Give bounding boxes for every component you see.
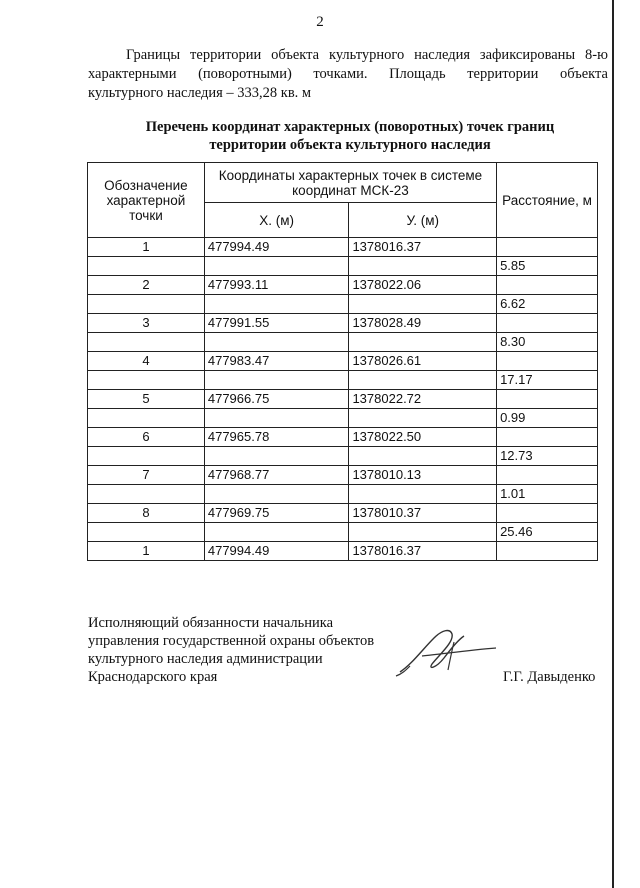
word: наследия <box>414 47 471 63</box>
point-row <box>88 390 598 409</box>
cell-x <box>204 523 349 542</box>
footer-position <box>88 614 374 686</box>
cell-y: 1378022.72 <box>349 390 497 409</box>
word: территории <box>467 66 539 82</box>
cell-point: 6 <box>88 428 205 447</box>
cell-x: 477969.75 <box>204 504 349 523</box>
page-edge-rule <box>612 0 614 888</box>
cell-dist: 17.17 <box>497 371 598 390</box>
cell-dist: 1.01 <box>497 485 598 504</box>
point-row <box>88 466 598 485</box>
cell-y <box>349 295 497 314</box>
cell-x <box>204 371 349 390</box>
intro-line-3: культурного наследия – 333,28 кв. м <box>88 85 312 101</box>
footer-line-3: культурного наследия администрации <box>88 651 323 667</box>
cell-point: 2 <box>88 276 205 295</box>
handwritten-signature-icon <box>392 620 502 680</box>
cell-dist: 6.62 <box>497 295 598 314</box>
cell-x: 477965.78 <box>204 428 349 447</box>
cell-x: 477983.47 <box>204 352 349 371</box>
cell-point <box>88 333 205 352</box>
cell-point: 3 <box>88 314 205 333</box>
cell-point: 8 <box>88 504 205 523</box>
cell-x: 477994.49 <box>204 542 349 561</box>
cell-dist <box>497 352 598 371</box>
cell-point: 1 <box>88 238 205 257</box>
cell-dist <box>497 428 598 447</box>
cell-point <box>88 295 205 314</box>
cell-point <box>88 485 205 504</box>
cell-dist: 5.85 <box>497 257 598 276</box>
table-heading <box>90 118 610 154</box>
cell-x <box>204 257 349 276</box>
cell-point <box>88 409 205 428</box>
cell-dist <box>497 314 598 333</box>
cell-point: 4 <box>88 352 205 371</box>
cell-y: 1378028.49 <box>349 314 497 333</box>
word: Площадь <box>389 66 446 82</box>
word: объекта <box>271 47 320 63</box>
footer-line-4: Краснодарского края <box>88 669 218 685</box>
page-number: 2 <box>316 14 324 30</box>
cell-point <box>88 447 205 466</box>
cell-y <box>349 447 497 466</box>
word: 8-ю <box>585 47 608 63</box>
cell-dist: 0.99 <box>497 409 598 428</box>
point-row <box>88 314 598 333</box>
cell-dist <box>497 466 598 485</box>
cell-dist <box>497 504 598 523</box>
cell-x <box>204 409 349 428</box>
word: культурного <box>328 47 405 63</box>
word: (поворотными) <box>198 66 292 82</box>
word: объекта <box>559 66 608 82</box>
distance-row <box>88 409 598 428</box>
cell-y: 1378022.06 <box>349 276 497 295</box>
cell-dist <box>497 542 598 561</box>
point-row <box>88 238 598 257</box>
cell-y <box>349 333 497 352</box>
cell-point: 1 <box>88 542 205 561</box>
cell-y: 1378016.37 <box>349 542 497 561</box>
cell-dist <box>497 276 598 295</box>
cell-dist: 25.46 <box>497 523 598 542</box>
coordinates-table <box>87 162 598 561</box>
point-row <box>88 276 598 295</box>
footer-line-2: управления государственной охраны объектов <box>88 633 375 649</box>
distance-row <box>88 371 598 390</box>
cell-y <box>349 371 497 390</box>
header-distance: Расстояние, м <box>497 163 598 238</box>
cell-y <box>349 485 497 504</box>
point-row <box>88 504 598 523</box>
cell-x: 477966.75 <box>204 390 349 409</box>
cell-x <box>204 295 349 314</box>
signer-name: Г.Г. Давыденко <box>503 669 596 685</box>
cell-point <box>88 371 205 390</box>
header-y: У. (м) <box>349 203 497 238</box>
cell-x <box>204 485 349 504</box>
cell-y: 1378022.50 <box>349 428 497 447</box>
cell-point: 7 <box>88 466 205 485</box>
word: зафиксированы <box>479 47 576 63</box>
point-row <box>88 352 598 371</box>
cell-x <box>204 447 349 466</box>
cell-dist <box>497 390 598 409</box>
header-coordinates: Координаты характерных точек в системе координат МСК-23 <box>204 163 496 203</box>
cell-point <box>88 523 205 542</box>
cell-y <box>349 409 497 428</box>
distance-row <box>88 447 598 466</box>
cell-y <box>349 257 497 276</box>
distance-row <box>88 485 598 504</box>
cell-point: 5 <box>88 390 205 409</box>
intro-paragraph <box>88 46 608 103</box>
distance-row <box>88 257 598 276</box>
word: точками. <box>313 66 368 82</box>
intro-line-2 <box>88 65 608 84</box>
point-row <box>88 542 598 561</box>
header-point: Обозначение характерной точки <box>88 163 205 238</box>
footer-line-1: Исполняющий обязанности начальника <box>88 615 334 631</box>
table-body <box>88 238 598 561</box>
cell-x <box>204 333 349 352</box>
word: характерными <box>88 66 177 82</box>
distance-row <box>88 295 598 314</box>
word: Границы <box>126 47 181 63</box>
word: территории <box>190 47 262 63</box>
cell-y: 1378010.37 <box>349 504 497 523</box>
cell-y: 1378026.61 <box>349 352 497 371</box>
point-row <box>88 428 598 447</box>
heading-line-2: территории объекта культурного наследия <box>209 137 491 153</box>
cell-y: 1378016.37 <box>349 238 497 257</box>
cell-y <box>349 523 497 542</box>
cell-x: 477993.11 <box>204 276 349 295</box>
distance-row <box>88 333 598 352</box>
heading-line-1: Перечень координат характерных (поворотных) точек границ <box>145 119 555 135</box>
cell-x: 477968.77 <box>204 466 349 485</box>
cell-dist: 8.30 <box>497 333 598 352</box>
cell-dist <box>497 238 598 257</box>
header-x: Х. (м) <box>204 203 349 238</box>
cell-x: 477991.55 <box>204 314 349 333</box>
cell-point <box>88 257 205 276</box>
cell-x: 477994.49 <box>204 238 349 257</box>
distance-row <box>88 523 598 542</box>
intro-line-1 <box>88 46 608 65</box>
cell-dist: 12.73 <box>497 447 598 466</box>
cell-y: 1378010.13 <box>349 466 497 485</box>
